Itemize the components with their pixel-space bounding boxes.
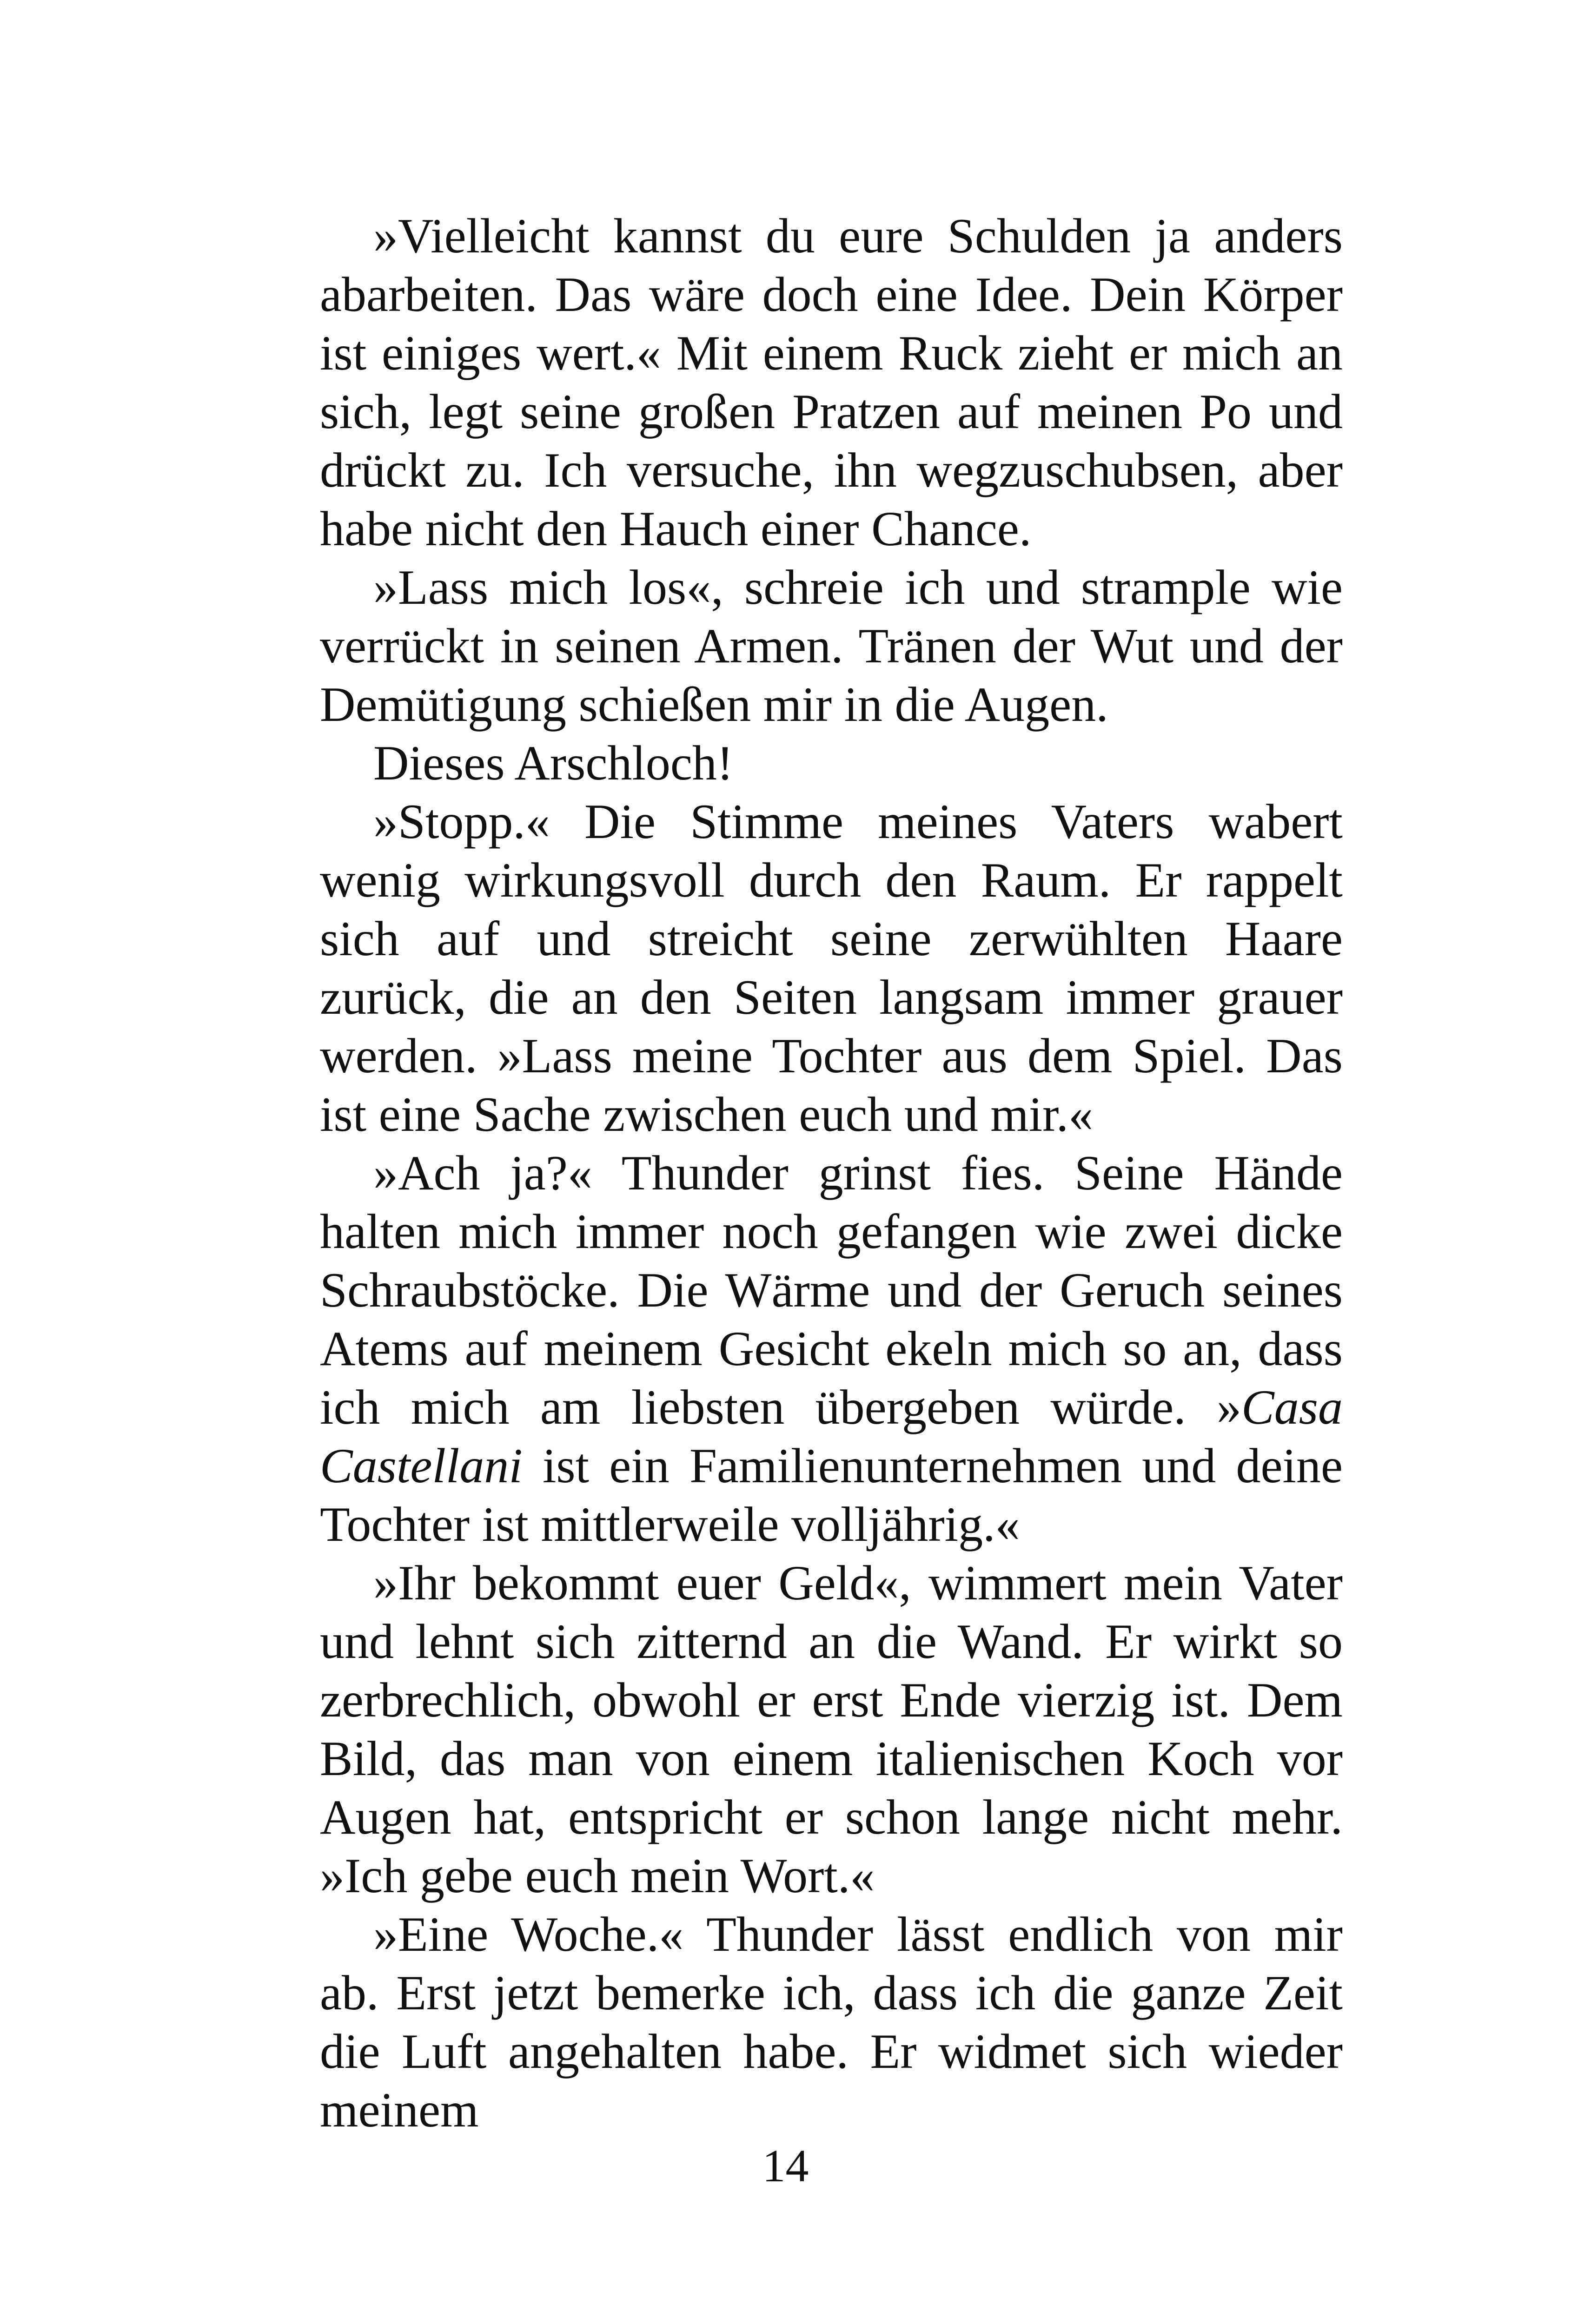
paragraph-6: »Ihr bekommt euer Geld«, wimmert mein Vater und lehnt sich zitternd an die Wand. Er wirkt so zerbrechlich, obwohl er erst Ende vierzig ist. Dem Bild, das man von einem italienischen Koch vor Augen hat, entspricht er schon lange nicht mehr. »Ich gebe euch mein Wort.« xyxy=(320,1556,1343,1903)
paragraph-5 xyxy=(320,1144,1343,1554)
paragraph-4: »Stopp.« Die Stimme meines Vaters wabert wenig wirkungsvoll durch den Raum. Er rappelt sich auf und streicht seine zerwühlten Haare zurück, die an den Seiten langsam immer grauer werden. »Lass meine Tochter aus dem Spiel. Das ist eine Sache zwischen euch und mir.« xyxy=(320,794,1343,1142)
paragraph-7: »Eine Woche.« Thunder lässt endlich von mir ab. Erst jetzt bemerke ich, dass ich die ganze Zeit die Luft angehalten habe. Er widmet sich wieder meinem xyxy=(320,1907,1343,2137)
paragraph-3: Dieses Arschloch! xyxy=(373,736,734,790)
restaurant-name-italic: Casa Castellani xyxy=(320,1380,1343,1493)
paragraph-2: »Lass mich los«, schreie ich und strample wie verrückt in seinen Armen. Tränen der Wut und der Demütigung schießen mir in die Augen. xyxy=(320,560,1343,732)
paragraph-5-after: ist ein Familienunternehmen und deine Tochter ist mittlerweile volljährig.« xyxy=(320,1439,1343,1552)
page-number: 14 xyxy=(762,2140,809,2192)
body-text xyxy=(320,207,1343,2139)
paragraph-5-before: »Ach ja?« Thunder grinst fies. Seine Hände halten mich immer noch gefangen wie zwei dicke Schraubstöcke. Die Wärme und der Geruch seines Atems auf meinem Gesicht ekeln mich so an, dass ich mich am liebsten übergeben würde. » xyxy=(320,1146,1343,1434)
paragraph-1: »Vielleicht kannst du eure Schulden ja anders abarbeiten. Das wäre doch eine Idee. Dein Körper ist einiges wert.« Mit einem Ruck zieht er mich an sich, legt seine großen Pratzen auf meinen Po und drückt zu. Ich versuche, ihn wegzuschubsen, aber habe nicht den Hauch einer Chance. xyxy=(320,209,1343,556)
